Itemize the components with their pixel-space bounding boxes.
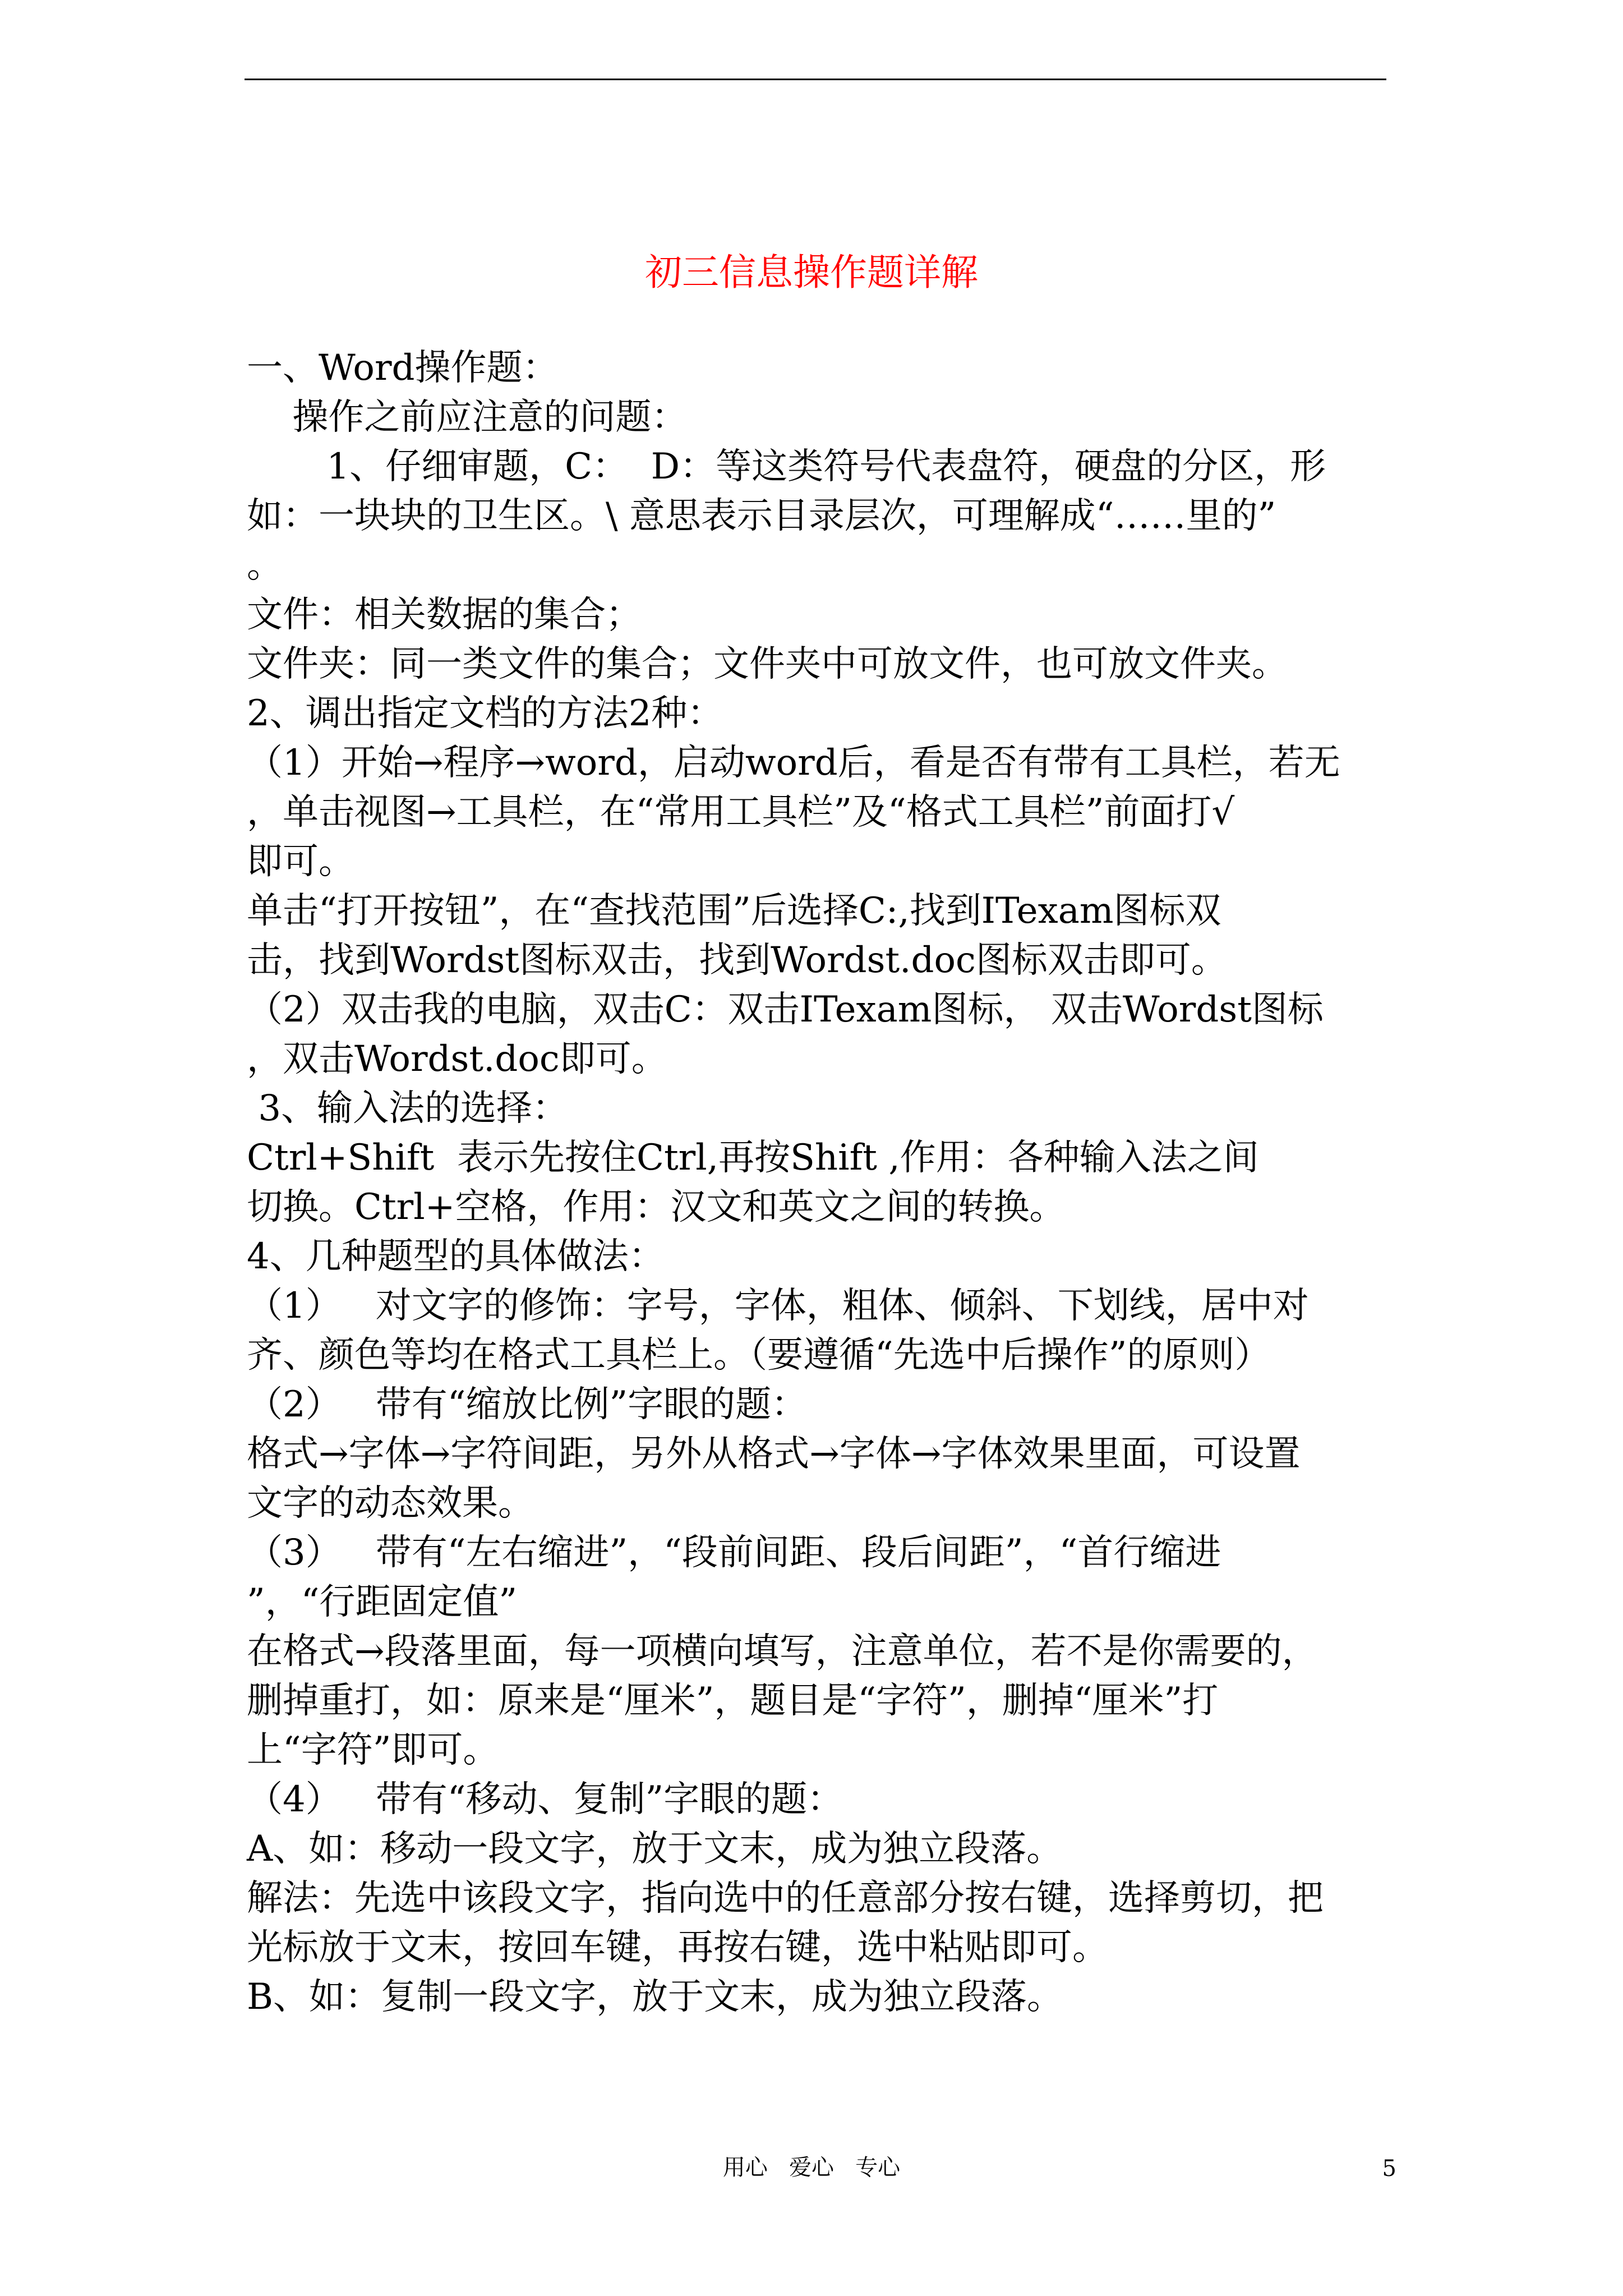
- body-line: （1）开始→程序→word，启动word后，看是否有带有工具栏，若无: [247, 742, 1340, 784]
- header-rule: [245, 79, 1386, 80]
- body-line: ”，“行距固定值”: [247, 1581, 518, 1623]
- body-line: （4） 带有“移动、复制”字眼的题：: [247, 1779, 843, 1820]
- body-line: 在格式→段落里面，每一项横向填写，注意单位，若不是你需要的，: [247, 1631, 1318, 1672]
- footer-slogan: 用心 爱心 专心: [722, 2155, 901, 2180]
- body-line: （1） 对文字的修饰：字号，字体，粗体、倾斜、下划线，居中对: [247, 1285, 1309, 1327]
- body-line: 齐、颜色等均在格式工具栏上。（要遵循“先选中后操作”的原则）: [247, 1335, 1271, 1376]
- body-line: 1、仔细审题，C： D：等这类符号代表盘符，硬盘的分区，形: [247, 446, 1326, 487]
- body-line: 4、几种题型的具体做法：: [247, 1236, 665, 1277]
- body-line: 光标放于文末，按回车键，再按右键，选中粘贴即可。: [247, 1927, 1108, 1968]
- body-line: 3、输入法的选择：: [247, 1088, 569, 1129]
- body-line: ，双击Wordst.doc即可。: [247, 1038, 667, 1080]
- body-line: 文字的动态效果。: [247, 1483, 534, 1524]
- body-line: 上“字符”即可。: [247, 1729, 499, 1771]
- body-line: 文件夹：同一类文件的集合；文件夹中可放文件，也可放文件夹。: [247, 643, 1288, 685]
- body-line: 一、Word操作题：: [247, 347, 559, 389]
- page-number: 5: [1382, 2156, 1396, 2182]
- body-line: 格式→字体→字符间距，另外从格式→字体→字体效果里面，可设置: [247, 1433, 1301, 1475]
- body-line: 删掉重打，如：原来是“厘米”，题目是“字符”，删掉“厘米”打: [247, 1680, 1219, 1722]
- body-line: （2）双击我的电脑，双击C：双击ITexam图标， 双击Wordst图标: [247, 989, 1324, 1030]
- body-line: （2） 带有“缩放比例”字眼的题：: [247, 1384, 808, 1425]
- body-line: Ctrl+Shift 表示先按住Ctrl,再按Shift ,作用：各种输入法之间: [247, 1137, 1259, 1179]
- body-line: 单击“打开按钮”，在“查找范围”后选择C:,找到ITexam图标双: [247, 890, 1221, 932]
- body-line: 2、调出指定文档的方法2种：: [247, 693, 723, 734]
- body-line: 操作之前应注意的问题：: [247, 397, 688, 438]
- body-line: 文件：相关数据的集合；: [247, 594, 642, 636]
- body-line: （3） 带有“左右缩进”，“段前间距、段后间距”，“首行缩进: [247, 1532, 1221, 1573]
- body-line: 如：一块块的卫生区。\ 意思表示目录层次，可理解成“……里的”: [247, 495, 1276, 537]
- body-line: 即可。: [247, 841, 354, 882]
- body-line: 切换。Ctrl+空格，作用：汉文和英文之间的转换。: [247, 1186, 1066, 1228]
- body-line: 解法：先选中该段文字，指向选中的任意部分按右键，选择剪切，把: [247, 1878, 1324, 1919]
- body-line: ，单击视图→工具栏，在“常用工具栏”及“格式工具栏”前面打√: [247, 792, 1235, 833]
- body-line: B、如：复制一段文字，放于文末，成为独立段落。: [247, 1976, 1063, 2018]
- page-title: 初三信息操作题详解: [645, 251, 978, 294]
- body-text: [247, 343, 1396, 2022]
- body-line: 击，找到Wordst图标双击，找到Wordst.doc图标双击即可。: [247, 940, 1227, 981]
- body-line: 。: [247, 545, 283, 586]
- body-line: A、如：移动一段文字，放于文末，成为独立段落。: [247, 1828, 1063, 1870]
